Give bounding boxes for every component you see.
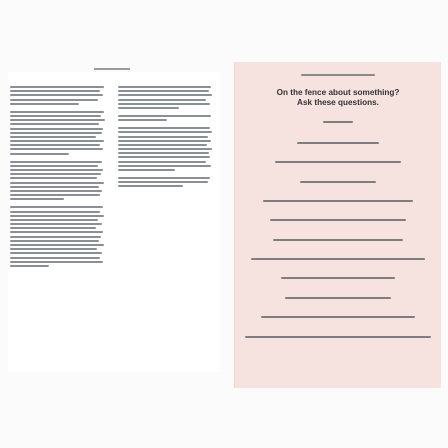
text-line <box>10 165 98 167</box>
text-line <box>10 236 101 238</box>
question-line <box>281 277 395 279</box>
headline-line-2: Ask these questions. <box>297 98 379 107</box>
right-page <box>234 62 441 388</box>
text-line <box>118 148 212 150</box>
text-line <box>10 244 104 246</box>
text-line <box>10 206 103 208</box>
text-line <box>118 99 206 101</box>
text-line <box>10 252 102 254</box>
text-line <box>10 136 96 138</box>
question-line <box>297 142 379 144</box>
text-line <box>10 115 101 117</box>
text-line <box>118 152 209 154</box>
question-line <box>270 219 406 221</box>
question-line <box>275 161 401 163</box>
text-line <box>118 185 183 187</box>
text-line <box>10 257 100 259</box>
text-line <box>10 128 103 130</box>
question-line <box>285 297 391 299</box>
question-line <box>251 258 425 260</box>
text-line <box>10 177 97 179</box>
question-line <box>245 336 431 338</box>
text-line <box>10 190 102 192</box>
text-line <box>118 90 209 92</box>
text-line <box>10 261 103 263</box>
text-line <box>10 182 104 184</box>
text-line <box>118 94 212 96</box>
text-line <box>118 165 211 167</box>
text-line <box>118 181 208 183</box>
text-line <box>10 144 100 146</box>
text-line <box>10 94 103 96</box>
text-line <box>10 132 102 134</box>
text-line <box>10 194 100 196</box>
text-line <box>118 177 210 179</box>
text-line <box>118 86 211 88</box>
text-line <box>10 215 104 217</box>
text-line <box>118 115 211 117</box>
text-line <box>10 231 103 233</box>
question-line <box>273 239 403 241</box>
text-line <box>118 136 208 138</box>
text-line <box>118 107 179 109</box>
question-line <box>300 181 376 183</box>
text-line <box>10 153 69 155</box>
left-page <box>8 72 220 372</box>
question-line <box>261 316 415 318</box>
question-line <box>263 200 413 202</box>
text-line <box>10 103 79 105</box>
text-line <box>10 219 98 221</box>
left-column-1 <box>10 86 108 269</box>
text-line <box>118 144 207 146</box>
text-line <box>10 173 101 175</box>
text-line <box>118 103 210 105</box>
text-line <box>10 211 100 213</box>
text-line <box>118 169 175 171</box>
question-line <box>323 121 353 123</box>
text-line <box>118 119 167 121</box>
text-line <box>118 131 212 133</box>
text-line <box>118 161 206 163</box>
headline-line-1: On the fence about something? <box>276 88 400 97</box>
text-line <box>10 240 99 242</box>
text-line <box>10 248 97 250</box>
text-line <box>10 186 99 188</box>
text-line <box>10 86 104 88</box>
running-header-rule <box>301 74 375 76</box>
text-line <box>118 156 210 158</box>
text-line <box>10 123 99 125</box>
text-line <box>10 140 104 142</box>
text-line <box>10 119 105 121</box>
text-line <box>10 161 102 163</box>
text-line <box>10 90 100 92</box>
running-header-rule <box>94 68 130 70</box>
text-line <box>10 148 103 150</box>
text-line <box>118 140 211 142</box>
text-line <box>10 198 64 200</box>
text-line <box>10 227 96 229</box>
text-line <box>10 99 98 101</box>
text-line <box>118 127 210 129</box>
left-column-2 <box>118 86 216 190</box>
text-line <box>10 111 104 113</box>
left-page-header <box>8 68 220 74</box>
text-line <box>10 265 49 267</box>
text-line <box>10 223 102 225</box>
text-line <box>10 169 103 171</box>
